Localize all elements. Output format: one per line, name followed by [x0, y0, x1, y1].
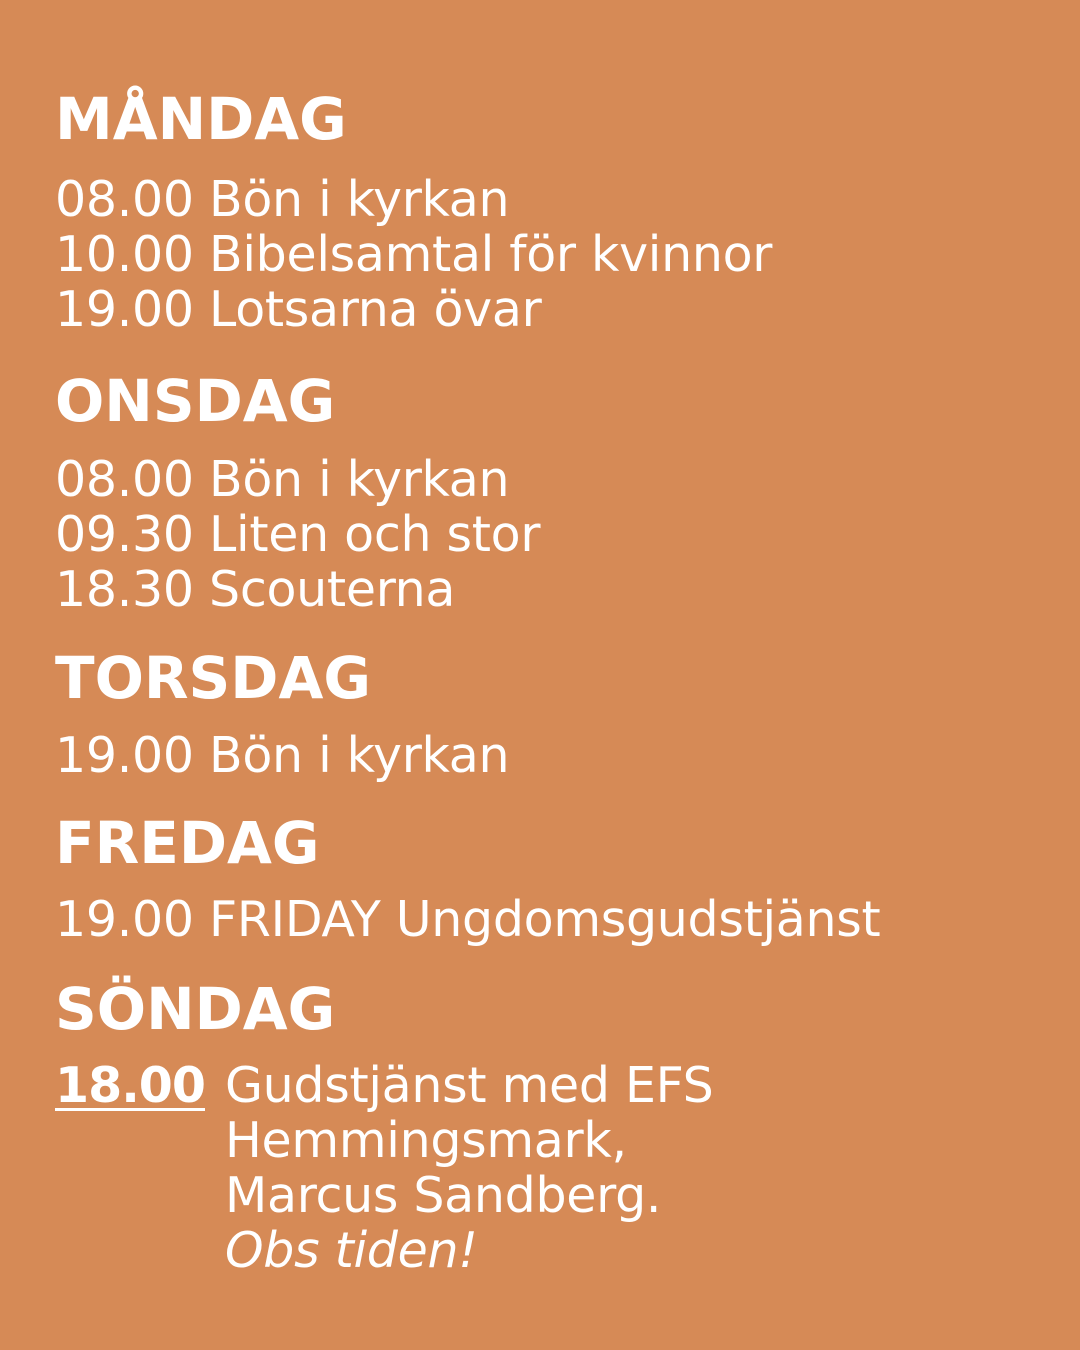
- event-list-wednesday: [55, 452, 540, 617]
- event-item: 19.00 Lotsarna övar: [55, 281, 542, 338]
- event-item: 18.30 Scouterna: [55, 561, 456, 618]
- day-heading-sunday: SÖNDAG: [55, 975, 336, 1043]
- sunday-event-description: [225, 1058, 713, 1278]
- event-item: 08.00 Bön i kyrkan: [55, 171, 510, 228]
- day-heading-friday: FREDAG: [55, 809, 320, 877]
- sunday-event-note: Obs tiden!: [225, 1222, 478, 1279]
- event-item: 10.00 Bibelsamtal för kvinnor: [55, 226, 773, 283]
- event-item: 08.00 Bön i kyrkan: [55, 451, 510, 508]
- event-list-thursday: [55, 728, 509, 783]
- event-item: 19.00 FRIDAY Ungdomsgudstjänst: [55, 891, 881, 948]
- event-list-friday: [55, 892, 880, 947]
- sunday-event-line: Gudstjänst med EFS: [225, 1057, 714, 1114]
- day-heading-thursday: TORSDAG: [55, 644, 371, 712]
- event-item: 09.30 Liten och stor: [55, 506, 541, 563]
- sunday-event-line: Marcus Sandberg.: [225, 1167, 662, 1224]
- event-item: 19.00 Bön i kyrkan: [55, 727, 510, 784]
- event-list-monday: [55, 172, 772, 337]
- sunday-event-time: 18.00: [55, 1057, 205, 1114]
- day-heading-monday: MÅNDAG: [55, 85, 347, 153]
- sunday-event-line: Hemmingsmark,: [225, 1112, 627, 1169]
- day-heading-wednesday: ONSDAG: [55, 367, 336, 435]
